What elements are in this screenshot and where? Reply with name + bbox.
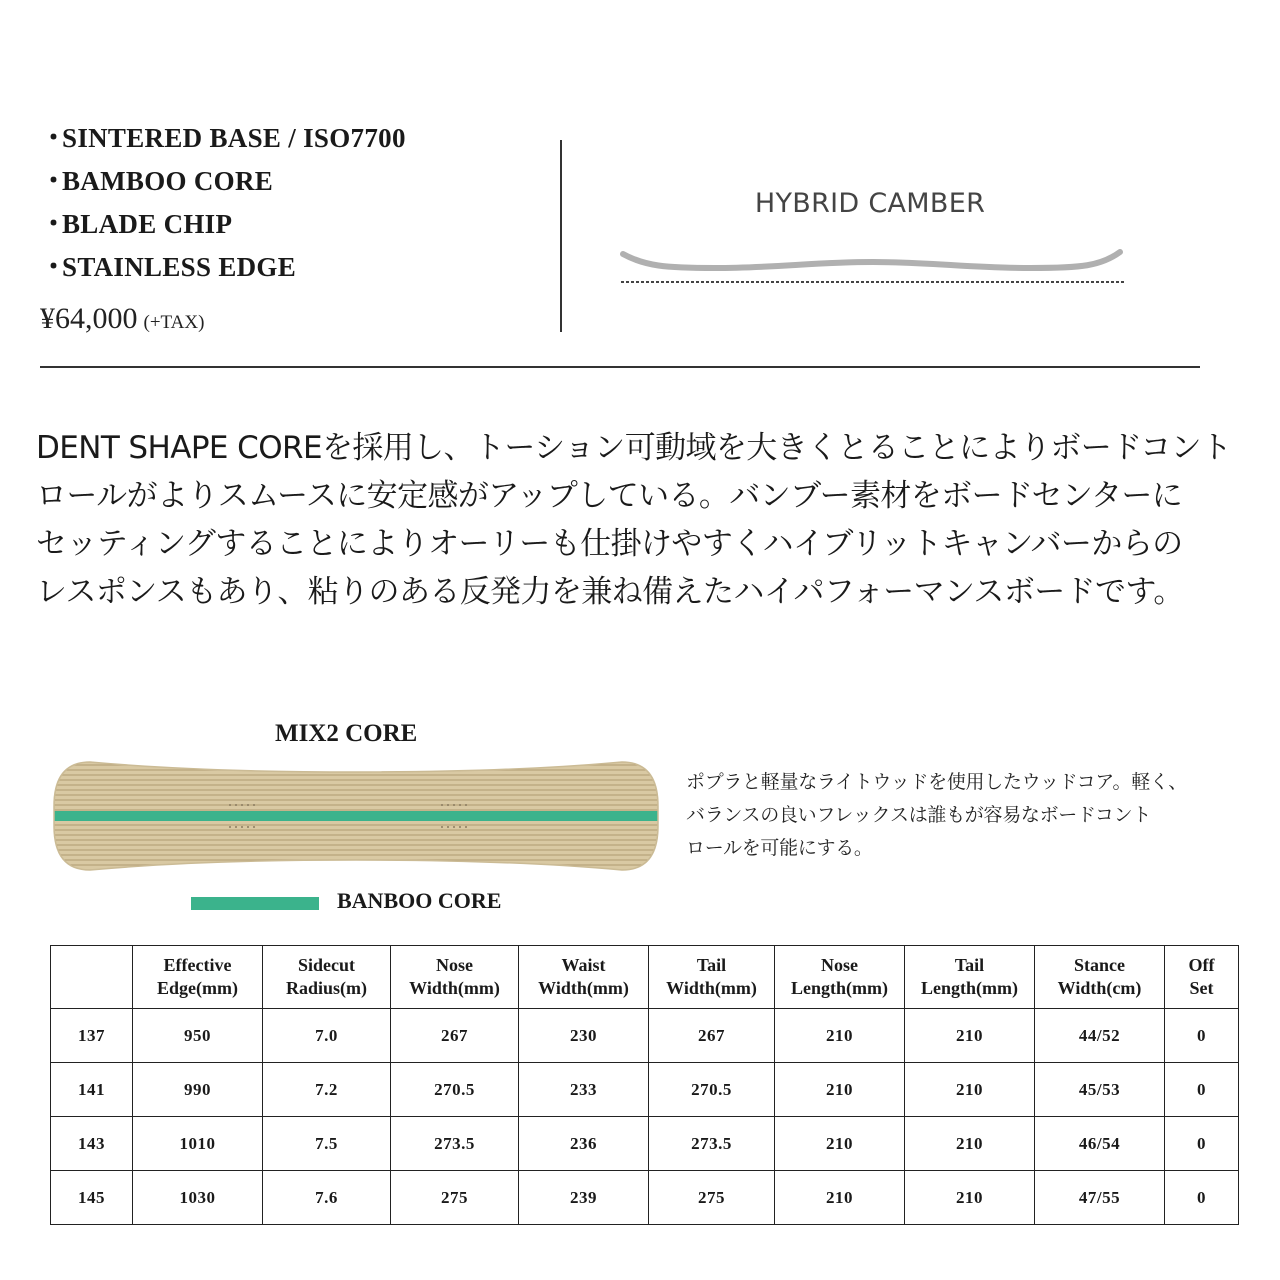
spec-header-cell bbox=[775, 946, 905, 1009]
spec-value-cell: 267 bbox=[391, 1009, 519, 1063]
spec-header-cell bbox=[519, 946, 649, 1009]
spec-value-cell: 210 bbox=[905, 1009, 1035, 1063]
description-line: レスポンスもあり、粘りのある反発力を兼ね備えたハイパフォーマンスボードです。 bbox=[36, 574, 1184, 610]
feature-item bbox=[40, 204, 406, 247]
table-row bbox=[51, 1063, 1239, 1117]
spec-header-cell bbox=[133, 946, 263, 1009]
spec-value-cell: 0 bbox=[1165, 1009, 1239, 1063]
camber-profile-graphic bbox=[615, 240, 1130, 295]
spec-header-cell bbox=[649, 946, 775, 1009]
spec-header-cell bbox=[51, 946, 133, 1009]
bamboo-core-legend-label: BANBOO CORE bbox=[337, 888, 502, 913]
spec-value-cell: 273.5 bbox=[649, 1117, 775, 1171]
spec-value-cell: 46/54 bbox=[1035, 1117, 1165, 1171]
spec-value-cell: 7.2 bbox=[263, 1063, 391, 1117]
spec-header-text: Nose bbox=[436, 955, 473, 975]
bamboo-core-legend-swatch bbox=[191, 897, 319, 910]
spec-value-cell: 210 bbox=[775, 1063, 905, 1117]
spec-value-cell: 233 bbox=[519, 1063, 649, 1117]
spec-header-text: Length(mm) bbox=[791, 978, 888, 998]
spec-value-cell: 7.5 bbox=[263, 1117, 391, 1171]
spec-header-text: Edge(mm) bbox=[157, 978, 238, 998]
feature-bamboo-core: BAMBOO CORE bbox=[62, 166, 274, 196]
spec-value-cell: 1010 bbox=[133, 1117, 263, 1171]
spec-value-cell: 273.5 bbox=[391, 1117, 519, 1171]
price-amount: ¥64,000 bbox=[40, 302, 138, 335]
feature-item bbox=[40, 247, 406, 290]
spec-header-text: Width(mm) bbox=[538, 978, 629, 998]
spec-header-cell bbox=[263, 946, 391, 1009]
spec-value-cell: 0 bbox=[1165, 1117, 1239, 1171]
description-line: ロールがよりスムースに安定感がアップしている。バンブー素材をボードセンターに bbox=[36, 478, 1183, 514]
price-tax: (+TAX) bbox=[143, 312, 205, 333]
spec-header-text: Off bbox=[1188, 955, 1215, 975]
price bbox=[40, 302, 204, 336]
spec-header-text: Width(mm) bbox=[409, 978, 500, 998]
spec-value-cell: 210 bbox=[905, 1063, 1035, 1117]
bullet-3: ・ bbox=[40, 252, 68, 282]
spec-value-cell: 270.5 bbox=[649, 1063, 775, 1117]
core-description-line: ロールを可能にする。 bbox=[686, 837, 873, 859]
core-description bbox=[686, 766, 1256, 865]
spec-value-cell: 210 bbox=[775, 1117, 905, 1171]
bamboo-core-strip bbox=[50, 811, 662, 821]
core-description-line: バランスの良いフレックスは誰もが容易なボードコント bbox=[686, 804, 1152, 826]
product-description bbox=[36, 424, 1251, 616]
feature-list bbox=[40, 118, 406, 290]
spec-value-cell: 47/55 bbox=[1035, 1171, 1165, 1225]
spec-header-text: Width(cm) bbox=[1057, 978, 1142, 998]
camber-title: HYBRID CAMBER bbox=[754, 188, 986, 219]
spec-header-cell bbox=[1165, 946, 1239, 1009]
spec-value-cell: 275 bbox=[649, 1171, 775, 1225]
bullet-0: ・ bbox=[40, 123, 68, 153]
table-row bbox=[51, 1117, 1239, 1171]
spec-value-cell: 210 bbox=[905, 1117, 1035, 1171]
spec-header-cell bbox=[1035, 946, 1165, 1009]
spec-header-row bbox=[51, 946, 1239, 1009]
spec-header-text: Width(mm) bbox=[666, 978, 757, 998]
spec-header-cell bbox=[391, 946, 519, 1009]
table-row bbox=[51, 1009, 1239, 1063]
spec-body bbox=[51, 1009, 1239, 1225]
spec-value-cell: 950 bbox=[133, 1009, 263, 1063]
spec-header-cell bbox=[905, 946, 1035, 1009]
spec-value-cell: 210 bbox=[775, 1009, 905, 1063]
vertical-divider bbox=[560, 140, 562, 332]
description-line: セッティングすることによりオーリーも仕掛けやすくハイブリットキャンバーからの bbox=[36, 526, 1183, 562]
description-line: DENT SHAPE COREを採用し、トーション可動域を大きくとることによりボードコント bbox=[36, 430, 1232, 466]
spec-table bbox=[50, 945, 1239, 1225]
spec-header-text: Tail bbox=[696, 955, 727, 975]
spec-header-text: Waist bbox=[561, 955, 606, 975]
spec-size-cell: 141 bbox=[51, 1063, 133, 1117]
board-core-graphic bbox=[50, 756, 662, 876]
spec-header-text: Tail bbox=[954, 955, 985, 975]
spec-value-cell: 230 bbox=[519, 1009, 649, 1063]
spec-header-text: Radius(m) bbox=[285, 978, 367, 998]
bullet-1: ・ bbox=[40, 166, 68, 196]
spec-value-cell: 270.5 bbox=[391, 1063, 519, 1117]
spec-header-text: Stance bbox=[1074, 955, 1125, 975]
spec-value-cell: 210 bbox=[905, 1171, 1035, 1225]
core-title: MIX2 CORE bbox=[275, 720, 418, 747]
spec-value-cell: 7.0 bbox=[263, 1009, 391, 1063]
spec-header-text: Nose bbox=[821, 955, 858, 975]
spec-value-cell: 210 bbox=[775, 1171, 905, 1225]
spec-value-cell: 990 bbox=[133, 1063, 263, 1117]
spec-value-cell: 267 bbox=[649, 1009, 775, 1063]
core-description-line: ポプラと軽量なライトウッドを使用したウッドコア。軽く、 bbox=[686, 771, 1187, 793]
camber-profile-line bbox=[623, 252, 1120, 268]
spec-value-cell: 275 bbox=[391, 1171, 519, 1225]
feature-stainless-edge: STAINLESS EDGE bbox=[62, 252, 297, 282]
feature-blade-chip: BLADE CHIP bbox=[62, 209, 233, 239]
spec-header-text: Sidecut bbox=[297, 955, 355, 975]
table-row bbox=[51, 1171, 1239, 1225]
spec-size-cell: 137 bbox=[51, 1009, 133, 1063]
bullet-2: ・ bbox=[40, 209, 68, 239]
feature-item bbox=[40, 118, 406, 161]
spec-value-cell: 236 bbox=[519, 1117, 649, 1171]
spec-value-cell: 1030 bbox=[133, 1171, 263, 1225]
feature-item bbox=[40, 161, 406, 204]
spec-size-cell: 143 bbox=[51, 1117, 133, 1171]
spec-value-cell: 0 bbox=[1165, 1063, 1239, 1117]
spec-value-cell: 0 bbox=[1165, 1171, 1239, 1225]
spec-header-text: Set bbox=[1189, 978, 1214, 998]
spec-header-text: Effective bbox=[163, 955, 232, 975]
spec-size-cell: 145 bbox=[51, 1171, 133, 1225]
spec-value-cell: 239 bbox=[519, 1171, 649, 1225]
feature-sintered-base: SINTERED BASE / ISO7700 bbox=[62, 123, 406, 153]
spec-header-text: Length(mm) bbox=[921, 978, 1018, 998]
horizontal-divider bbox=[40, 366, 1200, 368]
spec-value-cell: 45/53 bbox=[1035, 1063, 1165, 1117]
spec-value-cell: 44/52 bbox=[1035, 1009, 1165, 1063]
spec-value-cell: 7.6 bbox=[263, 1171, 391, 1225]
